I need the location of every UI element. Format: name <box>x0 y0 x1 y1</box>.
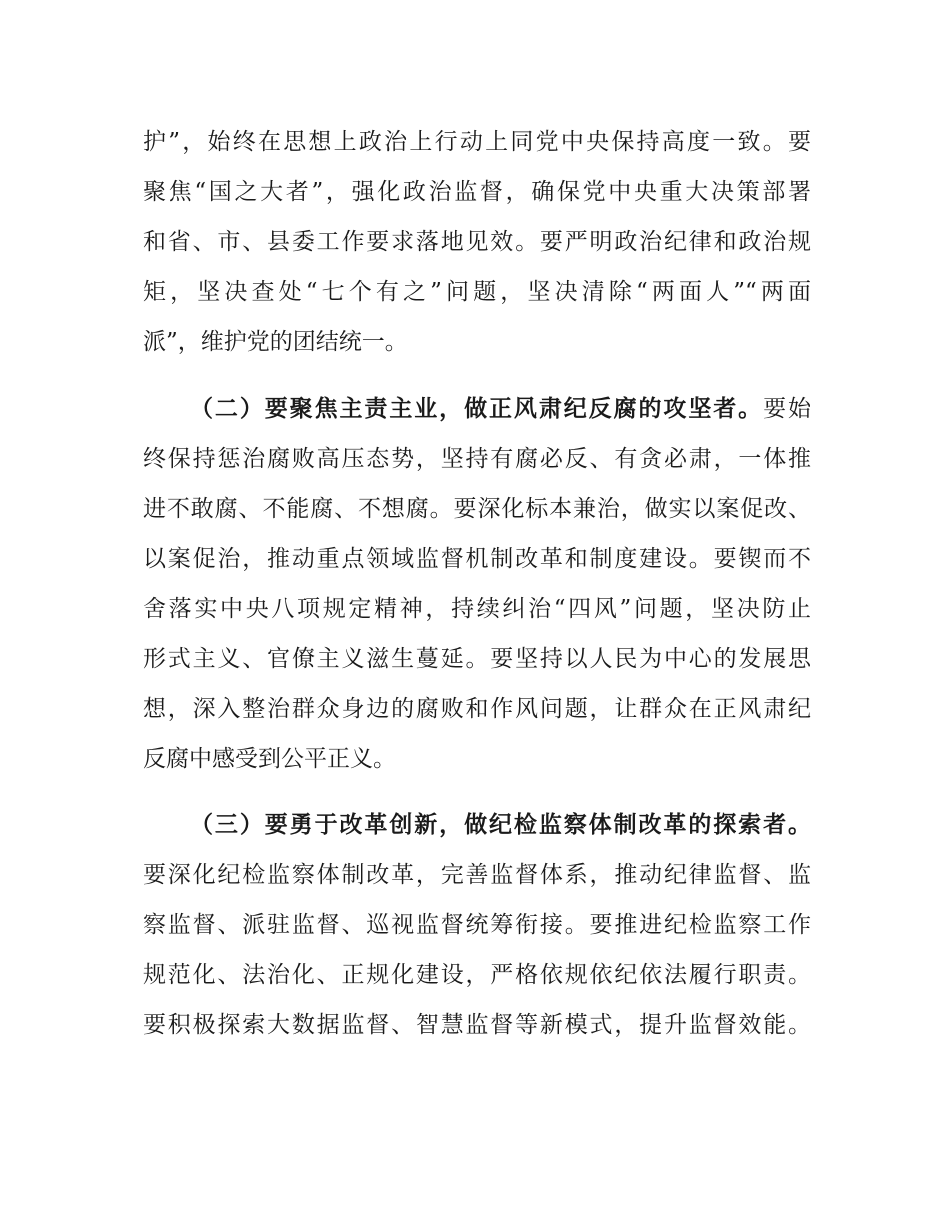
section-2-line-8: 反腐中感受到公平正义。 <box>143 746 396 772</box>
paragraph-1-line-1: 护”，始终在思想上政治上行动上同党中央保持高度一致。要 <box>143 129 811 155</box>
section-2-line-7: 想，深入整治群众身边的腐败和作风问题，让群众在正风肃纪 <box>143 696 811 722</box>
section-2-line-2: 终保持惩治腐败高压态势，坚持有腐必反、有贪必肃，一体推 <box>143 446 811 472</box>
paragraph-1-line-2: 聚焦“国之大者”，强化政治监督，确保党中央重大决策部署 <box>143 179 811 205</box>
section-3-line-2: 要深化纪检监察体制改革，完善监督体系，推动纪律监督、监 <box>143 862 811 888</box>
paragraph-1-line-3: 和省、市、县委工作要求落地见效。要严明政治纪律和政治规 <box>143 229 811 255</box>
section-3-line-5: 要积极探索大数据监督、智慧监督等新模式，提升监督效能。 <box>143 1012 811 1038</box>
section-2-first-line <box>190 394 811 424</box>
section-2-first-line-rest: 要始 <box>763 396 812 422</box>
section-3-heading: （三）要勇于改革创新，做纪检监察体制改革的探索者。 <box>190 812 811 838</box>
section-2-line-5: 舍落实中央八项规定精神，持续纠治“四风”问题，坚决防止 <box>143 596 811 622</box>
paragraph-1-line-5: 派”，维护党的团结统一。 <box>143 329 408 355</box>
section-3-line-3: 察监督、派驻监督、巡视监督统筹衔接。要推进纪检监察工作 <box>143 912 811 938</box>
section-2-line-3: 进不敢腐、不能腐、不想腐。要深化标本兼治，做实以案促改、 <box>143 496 811 522</box>
section-3-line-4: 规范化、法治化、正规化建设，严格依规依纪依法履行职责。 <box>143 962 811 988</box>
section-2-line-4: 以案促治，推动重点领域监督机制改革和制度建设。要锲而不 <box>143 546 811 572</box>
paragraph-1-line-4: 矩，坚决查处“七个有之”问题，坚决清除“两面人”“两面 <box>143 279 811 305</box>
section-2-line-6: 形式主义、官僚主义滋生蔓延。要坚持以人民为中心的发展思 <box>143 646 811 672</box>
section-2-heading: （二）要聚焦主责主业，做正风肃纪反腐的攻坚者。 <box>190 396 764 422</box>
